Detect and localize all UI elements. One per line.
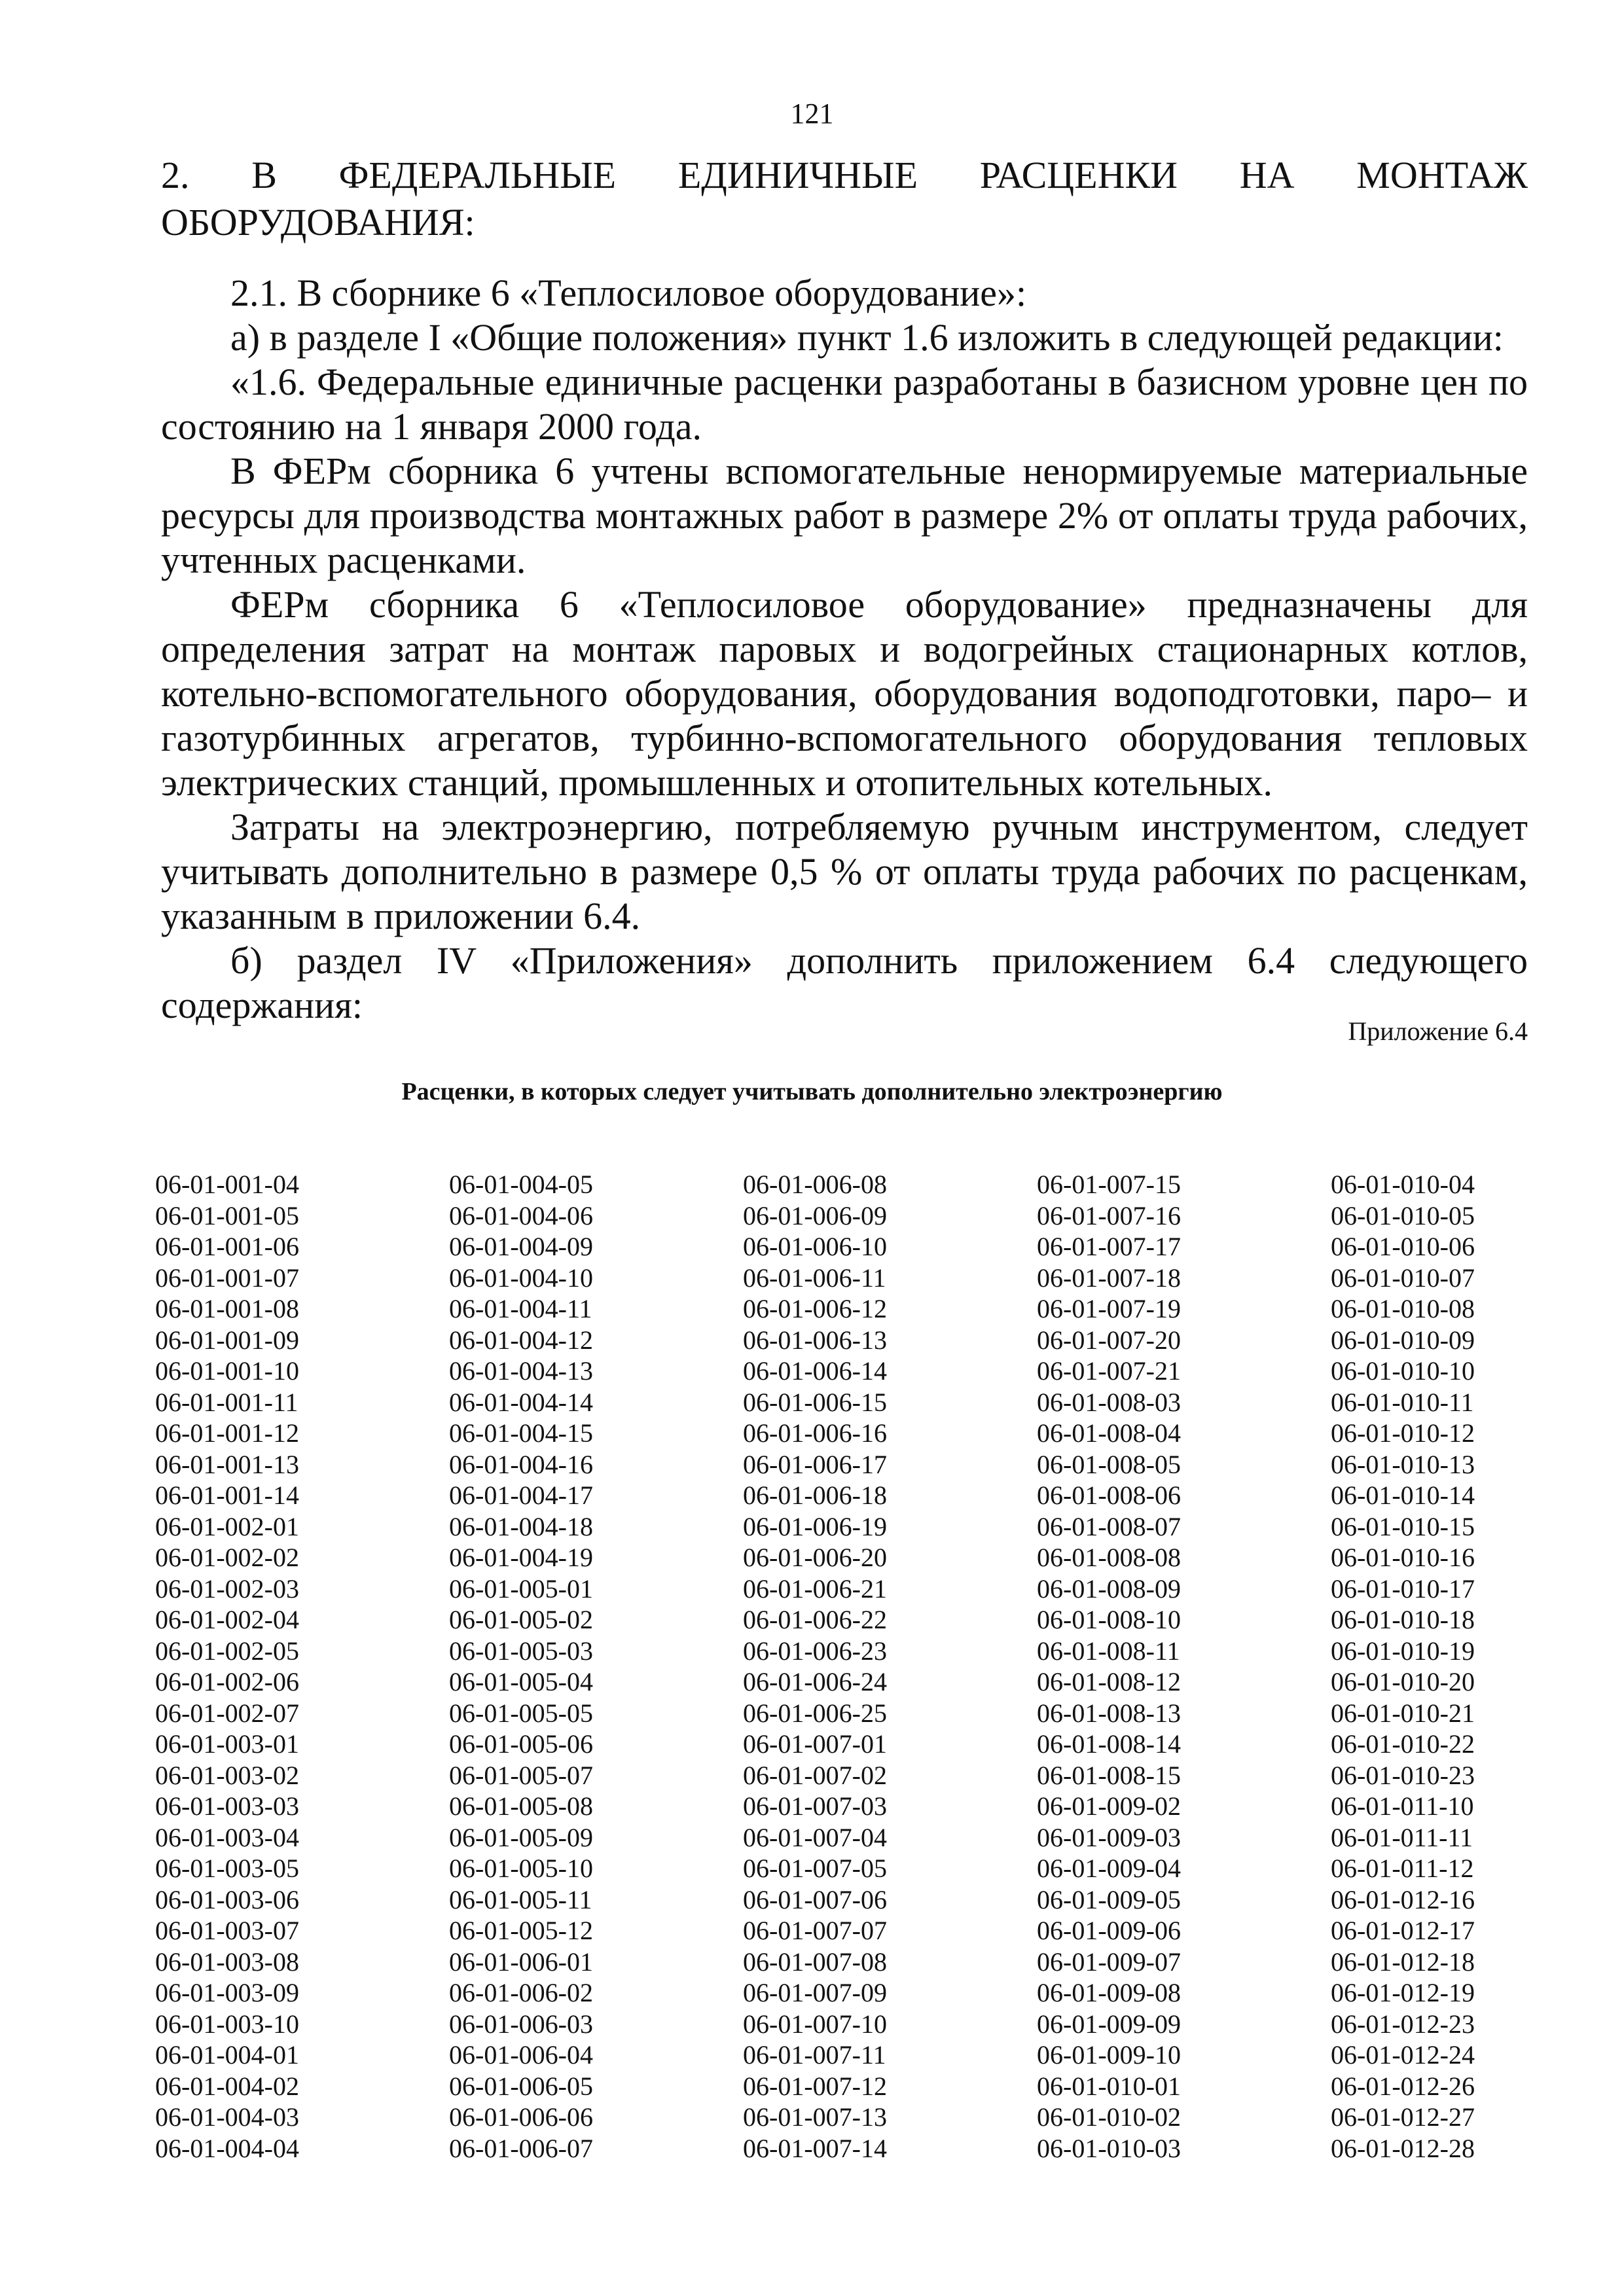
code-cell: 06-01-004-13 — [449, 1356, 593, 1386]
code-cell: 06-01-012-19 — [1331, 1978, 1475, 2007]
code-cell: 06-01-011-10 — [1331, 1791, 1474, 1821]
code-cell: 06-01-007-07 — [743, 1916, 887, 1945]
code-cell: 06-01-010-09 — [1331, 1325, 1475, 1355]
codes-column-3 — [743, 1169, 1037, 2164]
code-cell: 06-01-006-16 — [743, 1418, 887, 1448]
code-cell: 06-01-008-11 — [1037, 1636, 1180, 1666]
code-cell: 06-01-010-04 — [1331, 1170, 1475, 1199]
code-cell: 06-01-009-02 — [1037, 1791, 1181, 1821]
codes-grid — [155, 1169, 1556, 2164]
code-cell: 06-01-005-07 — [449, 1760, 593, 1790]
code-cell: 06-01-012-26 — [1331, 2071, 1475, 2101]
code-cell: 06-01-007-19 — [1037, 1294, 1181, 1323]
code-cell: 06-01-011-12 — [1331, 1854, 1474, 1883]
code-cell: 06-01-002-04 — [155, 1605, 299, 1634]
code-cell: 06-01-004-09 — [449, 1232, 593, 1261]
code-cell: 06-01-006-06 — [449, 2102, 593, 2132]
section-heading: 2. В ФЕДЕРАЛЬНЫЕ ЕДИНИЧНЫЕ РАСЦЕНКИ НА МОНТАЖ — [161, 154, 1528, 196]
code-cell: 06-01-007-11 — [743, 2040, 886, 2070]
code-cell: 06-01-003-07 — [155, 1916, 299, 1945]
code-cell: 06-01-009-05 — [1037, 1884, 1181, 1914]
code-cell: 06-01-007-03 — [743, 1791, 887, 1821]
code-cell: 06-01-005-09 — [449, 1822, 593, 1852]
code-cell: 06-01-006-08 — [743, 1170, 887, 1199]
code-cell: 06-01-001-10 — [155, 1356, 299, 1386]
code-cell: 06-01-004-16 — [449, 1449, 593, 1479]
code-cell: 06-01-008-05 — [1037, 1449, 1181, 1479]
code-cell: 06-01-004-12 — [449, 1325, 593, 1355]
code-cell: 06-01-012-27 — [1331, 2102, 1475, 2132]
code-cell: 06-01-003-10 — [155, 2009, 299, 2039]
code-cell: 06-01-010-12 — [1331, 1418, 1475, 1448]
code-cell: 06-01-009-04 — [1037, 1854, 1181, 1883]
code-cell: 06-01-004-19 — [449, 1543, 593, 1572]
paragraph-item-a: а) в разделе I «Общие положения» пункт 1.6 изложить в следующей редакции: — [230, 316, 1504, 359]
code-cell: 06-01-007-13 — [743, 2102, 887, 2132]
code-cell: 06-01-005-01 — [449, 1573, 593, 1604]
code-cell: 06-01-005-08 — [449, 1791, 593, 1821]
code-cell: 06-01-009-06 — [1037, 1916, 1181, 1945]
code-cell: 06-01-009-03 — [1037, 1822, 1181, 1852]
paragraph-auxiliary-resources: В ФЕРм сборника 6 учтены вспомогательные ненормируемые материальные ресурсы для производства монтажных работ в размере 2% от оплаты труда рабочих, учтенных расценками. — [161, 450, 1528, 581]
code-cell: 06-01-007-09 — [743, 1978, 887, 2007]
code-cell: 06-01-006-03 — [449, 2009, 593, 2039]
code-cell: 06-01-006-21 — [743, 1573, 887, 1604]
paragraph-item-b: б) раздел IV «Приложения» дополнить приложением 6.4 следующего содержания: — [161, 939, 1528, 1026]
codes-column-2 — [449, 1169, 743, 2164]
code-cell: 06-01-007-15 — [1037, 1170, 1181, 1199]
code-cell: 06-01-004-02 — [155, 2071, 299, 2101]
code-cell: 06-01-007-01 — [743, 1729, 887, 1759]
code-cell: 06-01-010-21 — [1331, 1698, 1475, 1728]
code-cell: 06-01-003-05 — [155, 1854, 299, 1883]
code-cell: 06-01-002-02 — [155, 1543, 299, 1572]
code-cell: 06-01-001-08 — [155, 1294, 299, 1323]
code-cell: 06-01-006-15 — [743, 1387, 887, 1417]
code-cell: 06-01-005-05 — [449, 1698, 593, 1728]
code-cell: 06-01-006-12 — [743, 1294, 887, 1323]
code-cell: 06-01-001-07 — [155, 1263, 299, 1293]
code-cell: 06-01-007-14 — [743, 2133, 887, 2163]
code-cell: 06-01-010-10 — [1331, 1356, 1475, 1386]
code-cell: 06-01-006-23 — [743, 1636, 887, 1666]
code-cell: 06-01-004-15 — [449, 1418, 593, 1448]
code-cell: 06-01-002-03 — [155, 1573, 299, 1604]
code-cell: 06-01-006-07 — [449, 2133, 593, 2163]
code-cell: 06-01-008-06 — [1037, 1480, 1181, 1510]
code-cell: 06-01-003-02 — [155, 1760, 299, 1790]
code-cell: 06-01-010-20 — [1331, 1667, 1475, 1696]
code-cell: 06-01-007-17 — [1037, 1232, 1181, 1261]
code-cell: 06-01-006-01 — [449, 1946, 593, 1977]
codes-column-5 — [1331, 1169, 1556, 2164]
code-cell: 06-01-005-11 — [449, 1884, 592, 1914]
code-cell: 06-01-006-10 — [743, 1232, 887, 1261]
code-cell: 06-01-010-23 — [1331, 1760, 1475, 1790]
code-cell: 06-01-001-11 — [155, 1387, 298, 1417]
code-cell: 06-01-001-09 — [155, 1325, 299, 1355]
paragraph-clause-1-6: «1.6. Федеральные единичные расценки разработаны в базисном уровне цен по состоянию на 1 января 2000 года. — [161, 361, 1528, 448]
code-cell: 06-01-007-04 — [743, 1822, 887, 1852]
code-cell: 06-01-003-09 — [155, 1978, 299, 2007]
code-cell: 06-01-007-08 — [743, 1946, 887, 1977]
code-cell: 06-01-004-17 — [449, 1480, 593, 1510]
code-cell: 06-01-004-11 — [449, 1294, 592, 1323]
code-cell: 06-01-010-19 — [1331, 1636, 1475, 1666]
code-cell: 06-01-006-25 — [743, 1698, 887, 1728]
codes-column-4 — [1037, 1169, 1331, 2164]
code-cell: 06-01-008-04 — [1037, 1418, 1181, 1448]
code-cell: 06-01-006-04 — [449, 2040, 593, 2070]
code-cell: 06-01-010-01 — [1037, 2071, 1181, 2101]
code-cell: 06-01-012-17 — [1331, 1916, 1475, 1945]
code-cell: 06-01-004-01 — [155, 2040, 299, 2070]
code-cell: 06-01-001-12 — [155, 1418, 299, 1448]
paragraph-collection-intro: 2.1. В сборнике 6 «Теплосиловое оборудование»: — [230, 272, 1027, 314]
code-cell: 06-01-003-03 — [155, 1791, 299, 1821]
code-cell: 06-01-010-03 — [1037, 2133, 1181, 2163]
code-cell: 06-01-007-16 — [1037, 1200, 1181, 1230]
code-cell: 06-01-004-18 — [449, 1511, 593, 1541]
codes-column-1 — [155, 1169, 449, 2164]
code-cell: 06-01-005-02 — [449, 1605, 593, 1634]
code-cell: 06-01-003-01 — [155, 1729, 299, 1759]
code-cell: 06-01-010-16 — [1331, 1543, 1475, 1572]
page-number: 121 — [790, 98, 834, 130]
code-cell: 06-01-012-16 — [1331, 1884, 1475, 1914]
paragraph-electricity-costs: Затраты на электроэнергию, потребляемую ручным инструментом, следует учитывать дополнительно в размере 0,5 % от оплаты труда рабочих по расценкам, указанным в приложении 6.4. — [161, 806, 1528, 937]
code-cell: 06-01-007-10 — [743, 2009, 887, 2039]
code-cell: 06-01-007-18 — [1037, 1263, 1181, 1293]
code-cell: 06-01-012-23 — [1331, 2009, 1475, 2039]
code-cell: 06-01-009-08 — [1037, 1978, 1181, 2007]
code-cell: 06-01-006-19 — [743, 1511, 887, 1541]
code-cell: 06-01-008-15 — [1037, 1760, 1181, 1790]
code-cell: 06-01-004-04 — [155, 2133, 299, 2163]
code-cell: 06-01-010-13 — [1331, 1449, 1475, 1479]
code-cell: 06-01-002-07 — [155, 1698, 299, 1728]
code-cell: 06-01-006-18 — [743, 1480, 887, 1510]
paragraph-purpose: ФЕРм сборника 6 «Теплосиловое оборудование» предназначены для определения затрат на монтаж паровых и водогрейных стационарных котлов, котельно-вспомогательного оборудования, оборудования водоподготовки, паро– и газотурбинных агрегатов, турбинно-вспомогательного оборудования тепловых электрических станций, промышленных и отопительных котельных. — [161, 583, 1528, 804]
table-title: Расценки, в которых следует учитывать дополнительно электроэнергию — [401, 1078, 1223, 1105]
code-cell: 06-01-007-06 — [743, 1884, 887, 1914]
code-cell: 06-01-009-10 — [1037, 2040, 1181, 2070]
code-cell: 06-01-012-28 — [1331, 2133, 1475, 2163]
code-cell: 06-01-006-13 — [743, 1325, 887, 1355]
code-cell: 06-01-008-09 — [1037, 1573, 1181, 1604]
code-cell: 06-01-003-06 — [155, 1884, 299, 1914]
code-cell: 06-01-008-13 — [1037, 1698, 1181, 1728]
code-cell: 06-01-011-11 — [1331, 1822, 1473, 1852]
code-cell: 06-01-008-08 — [1037, 1543, 1181, 1572]
code-cell: 06-01-004-05 — [449, 1170, 593, 1199]
code-cell: 06-01-007-12 — [743, 2071, 887, 2101]
code-cell: 06-01-005-03 — [449, 1636, 593, 1666]
code-cell: 06-01-010-05 — [1331, 1200, 1475, 1230]
code-cell: 06-01-010-06 — [1331, 1232, 1475, 1261]
body-text — [161, 271, 1528, 1028]
code-cell: 06-01-010-07 — [1331, 1263, 1475, 1293]
code-cell: 06-01-001-06 — [155, 1232, 299, 1261]
code-cell: 06-01-001-13 — [155, 1449, 299, 1479]
code-cell: 06-01-008-07 — [1037, 1511, 1181, 1541]
code-cell: 06-01-010-18 — [1331, 1605, 1475, 1634]
code-cell: 06-01-010-08 — [1331, 1294, 1475, 1323]
code-cell: 06-01-004-14 — [449, 1387, 593, 1417]
code-cell: 06-01-006-14 — [743, 1356, 887, 1386]
code-cell: 06-01-010-17 — [1331, 1573, 1475, 1604]
code-cell: 06-01-004-10 — [449, 1263, 593, 1293]
code-cell: 06-01-008-03 — [1037, 1387, 1181, 1417]
code-cell: 06-01-007-21 — [1037, 1356, 1181, 1386]
code-cell: 06-01-006-02 — [449, 1978, 593, 2007]
code-cell: 06-01-009-07 — [1037, 1946, 1181, 1977]
code-cell: 06-01-003-04 — [155, 1822, 299, 1852]
code-cell: 06-01-012-18 — [1331, 1946, 1475, 1977]
code-cell: 06-01-010-14 — [1331, 1480, 1475, 1510]
code-cell: 06-01-006-24 — [743, 1667, 887, 1696]
code-cell: 06-01-002-06 — [155, 1667, 299, 1696]
code-cell: 06-01-012-24 — [1331, 2040, 1475, 2070]
code-cell: 06-01-010-15 — [1331, 1511, 1475, 1541]
code-cell: 06-01-005-04 — [449, 1667, 593, 1696]
code-cell: 06-01-009-09 — [1037, 2009, 1181, 2039]
code-cell: 06-01-002-01 — [155, 1511, 299, 1541]
code-cell: 06-01-006-17 — [743, 1449, 887, 1479]
code-cell: 06-01-007-20 — [1037, 1325, 1181, 1355]
code-cell: 06-01-006-22 — [743, 1605, 887, 1634]
code-cell: 06-01-008-14 — [1037, 1729, 1181, 1759]
code-cell: 06-01-010-02 — [1037, 2102, 1181, 2132]
code-cell: 06-01-003-08 — [155, 1946, 299, 1977]
code-cell: 06-01-008-12 — [1037, 1667, 1181, 1696]
code-cell: 06-01-006-09 — [743, 1200, 887, 1230]
code-cell: 06-01-010-22 — [1331, 1729, 1475, 1759]
code-cell: 06-01-005-06 — [449, 1729, 593, 1759]
section-heading-continuation: ОБОРУДОВАНИЯ: — [161, 201, 475, 243]
code-cell: 06-01-001-14 — [155, 1480, 299, 1510]
code-cell: 06-01-006-11 — [743, 1263, 886, 1293]
code-cell: 06-01-008-10 — [1037, 1605, 1181, 1634]
code-cell: 06-01-001-04 — [155, 1170, 299, 1199]
code-cell: 06-01-007-05 — [743, 1854, 887, 1883]
code-cell: 06-01-005-10 — [449, 1854, 593, 1883]
code-cell: 06-01-001-05 — [155, 1200, 299, 1230]
code-cell: 06-01-006-20 — [743, 1543, 887, 1572]
code-cell: 06-01-005-12 — [449, 1916, 593, 1945]
code-cell: 06-01-007-02 — [743, 1760, 887, 1790]
code-cell: 06-01-006-05 — [449, 2071, 593, 2101]
code-cell: 06-01-002-05 — [155, 1636, 299, 1666]
code-cell: 06-01-004-03 — [155, 2102, 299, 2132]
code-cell: 06-01-010-11 — [1331, 1387, 1474, 1417]
appendix-label: Приложение 6.4 — [1348, 1016, 1528, 1046]
code-cell: 06-01-004-06 — [449, 1200, 593, 1230]
